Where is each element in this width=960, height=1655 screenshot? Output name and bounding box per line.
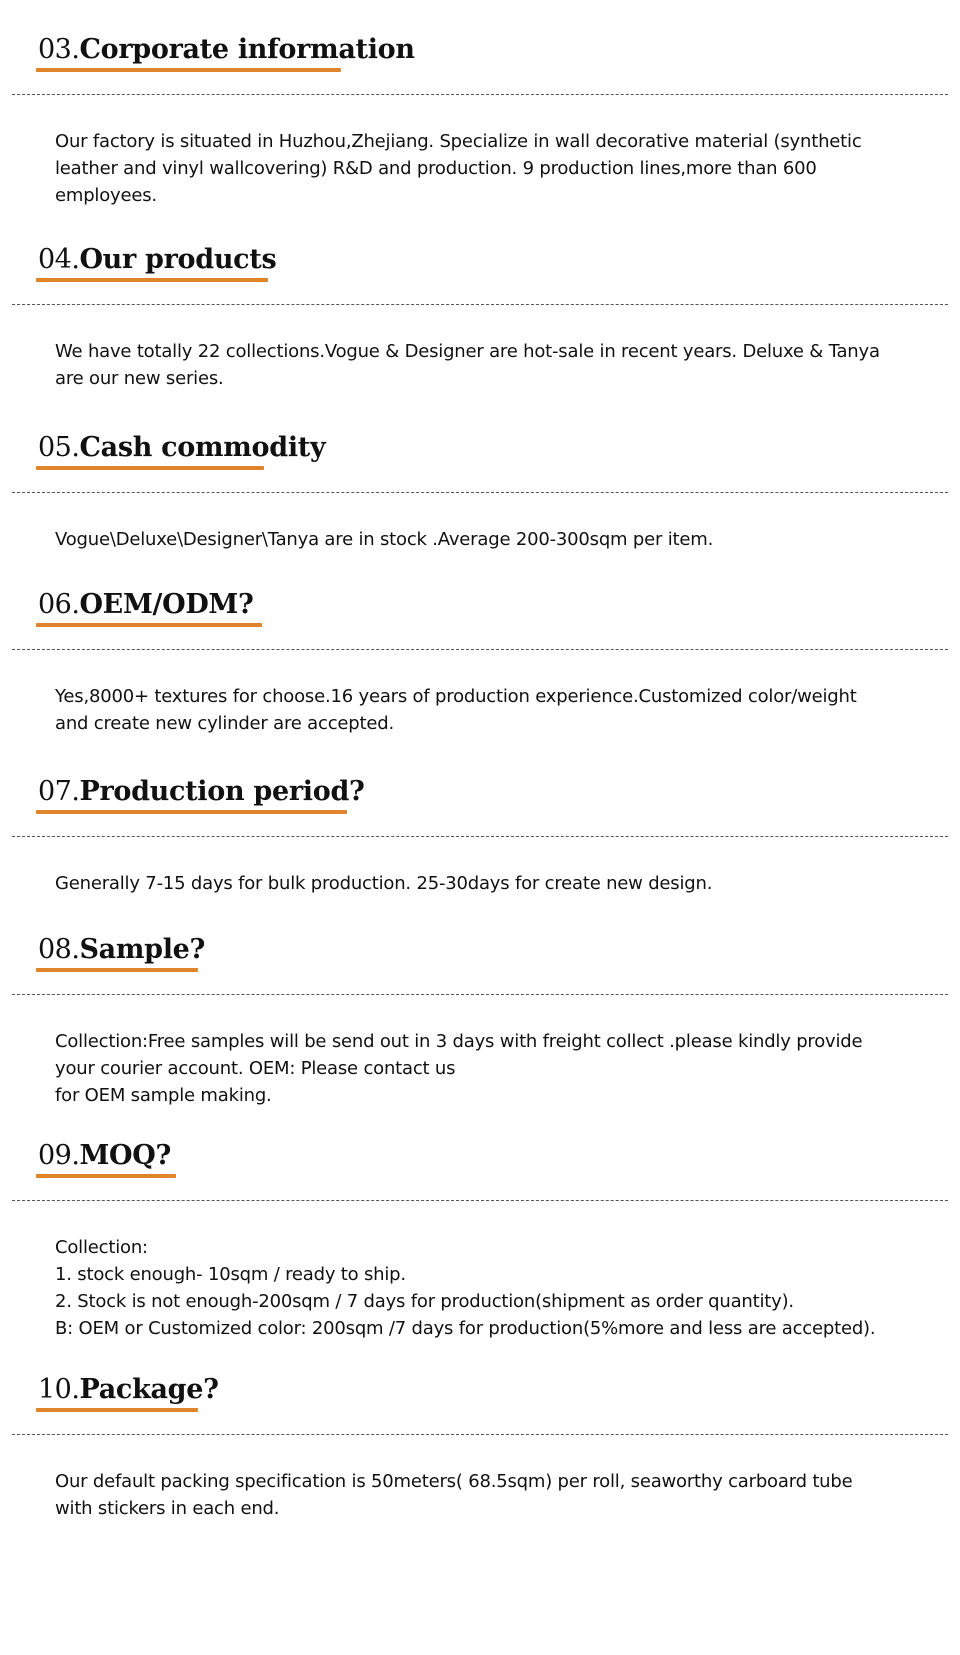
dashed-divider	[12, 649, 948, 650]
body-line: employees.	[55, 185, 157, 206]
section-title: Package?	[79, 1374, 219, 1405]
body-line: Vogue\Deluxe\Designer\Tanya are in stock .Average 200-300sqm per item.	[55, 529, 714, 550]
dashed-divider	[12, 94, 948, 95]
section-heading	[38, 244, 276, 288]
dashed-divider	[12, 304, 948, 305]
section-title: OEM/ODM?	[79, 589, 254, 620]
body-line: Collection:	[55, 1237, 148, 1258]
section-title: Corporate information	[79, 34, 415, 65]
body-line: Our default packing specification is 50meters( 68.5sqm) per roll, seaworthy carboard tube	[55, 1471, 853, 1492]
section-number: 10.	[38, 1374, 80, 1405]
section-heading	[38, 589, 254, 633]
body-line: Our factory is situated in Huzhou,Zhejiang. Specialize in wall decorative material (synthetic	[55, 131, 862, 152]
section-title: Our products	[79, 244, 277, 275]
body-line: leather and vinyl wallcovering) R&D and production. 9 production lines,more than 600	[55, 158, 817, 179]
section-number: 08.	[38, 934, 80, 965]
section-title: Production period?	[79, 776, 365, 807]
section-body	[55, 1468, 905, 1522]
section-title: Sample?	[79, 934, 206, 965]
dashed-divider	[12, 836, 948, 837]
section-number: 06.	[38, 589, 80, 620]
body-line: your courier account. OEM: Please contact us	[55, 1058, 456, 1079]
body-line: 2. Stock is not enough-200sqm / 7 days for production(shipment as order quantity).	[55, 1291, 794, 1312]
body-line: Generally 7-15 days for bulk production. 25-30days for create new design.	[55, 873, 713, 894]
section-heading	[38, 1374, 219, 1418]
dashed-divider	[12, 492, 948, 493]
section-title: MOQ?	[79, 1140, 171, 1171]
section-number: 05.	[38, 432, 80, 463]
body-line: are our new series.	[55, 368, 224, 389]
body-line: 1. stock enough- 10sqm / ready to ship.	[55, 1264, 406, 1285]
section-number: 04.	[38, 244, 80, 275]
section-body	[55, 128, 905, 209]
section-heading	[38, 934, 205, 978]
dashed-divider	[12, 1200, 948, 1201]
section-title: Cash commodity	[79, 432, 326, 463]
dashed-divider	[12, 994, 948, 995]
section-number: 07.	[38, 776, 80, 807]
section-body	[55, 338, 905, 392]
section-number: 09.	[38, 1140, 80, 1171]
section-body	[55, 1028, 905, 1109]
section-body	[55, 870, 905, 897]
section-heading	[38, 1140, 171, 1184]
section-heading	[38, 432, 325, 476]
section-heading	[38, 34, 415, 78]
body-line: and create new cylinder are accepted.	[55, 713, 394, 734]
section-heading	[38, 776, 365, 820]
body-line: B: OEM or Customized color: 200sqm /7 days for production(5%more and less are accepted).	[55, 1318, 876, 1339]
section-body	[55, 526, 905, 553]
body-line: We have totally 22 collections.Vogue & Designer are hot-sale in recent years. Deluxe & Tanya	[55, 341, 880, 362]
body-line: Yes,8000+ textures for choose.16 years of production experience.Customized color/weight	[55, 686, 857, 707]
body-line: with stickers in each end.	[55, 1498, 280, 1519]
section-number: 03.	[38, 34, 80, 65]
section-body	[55, 1234, 905, 1342]
body-line: Collection:Free samples will be send out in 3 days with freight collect .please kindly provide	[55, 1031, 863, 1052]
dashed-divider	[12, 1434, 948, 1435]
section-body	[55, 683, 905, 737]
body-line: for OEM sample making.	[55, 1085, 272, 1106]
